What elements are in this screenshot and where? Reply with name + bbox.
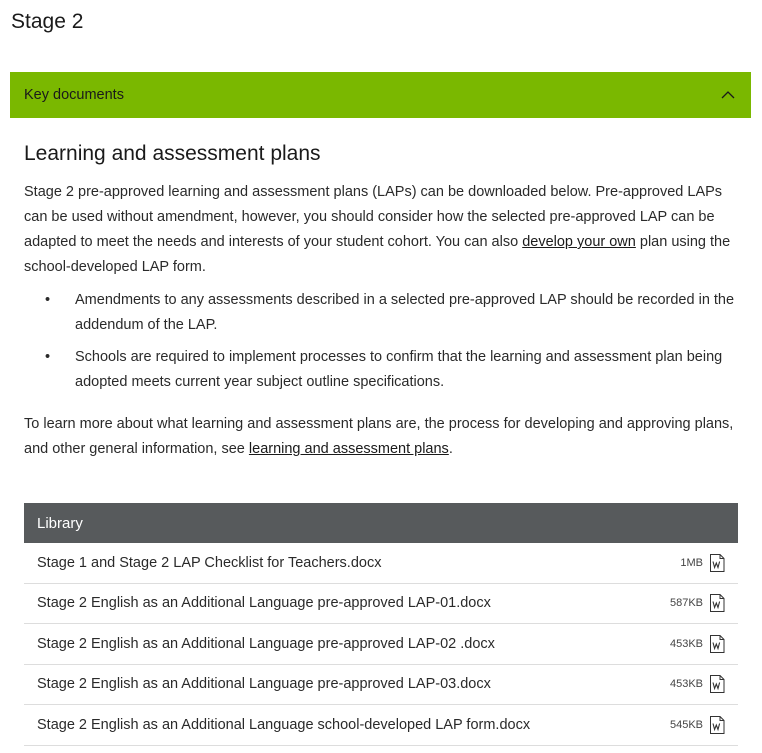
bullet-dot: •: [45, 292, 51, 308]
page-title: Stage 2: [11, 10, 84, 33]
file-meta: [670, 675, 725, 693]
file-name[interactable]: Stage 2 English as an Additional Language pre-approved LAP-02 .docx: [37, 635, 495, 652]
word-doc-icon[interactable]: [709, 594, 725, 612]
chevron-up-icon[interactable]: [719, 86, 737, 104]
section-heading: Learning and assessment plans: [24, 142, 321, 165]
library-header: Library: [24, 503, 738, 543]
list-item: [24, 288, 739, 338]
more-info-paragraph: [24, 412, 739, 462]
key-documents-accordion-toggle[interactable]: [10, 72, 751, 118]
list-item-text: Amendments to any assessments described in a selected pre-approved LAP should be recorded in the addendum of the LAP.: [75, 292, 735, 333]
bullet-list: [24, 288, 739, 395]
intro-paragraph: [24, 180, 739, 280]
file-meta: [670, 594, 725, 612]
file-row[interactable]: [24, 543, 738, 584]
file-name[interactable]: Stage 2 English as an Additional Language pre-approved LAP-03.docx: [37, 676, 491, 693]
file-row[interactable]: [24, 705, 738, 746]
develop-your-own-link[interactable]: develop your own: [522, 234, 636, 250]
file-meta: [670, 635, 725, 653]
more-text-start: To learn more about what learning and assessment plans are, the process for developing and approving plans, and other general information, see: [24, 416, 734, 457]
word-doc-icon[interactable]: [709, 635, 725, 653]
file-row[interactable]: [24, 665, 738, 706]
word-doc-icon[interactable]: [709, 716, 725, 734]
file-name[interactable]: Stage 1 and Stage 2 LAP Checklist for Teachers.docx: [37, 554, 382, 571]
accordion-content: [24, 142, 739, 462]
file-row[interactable]: [24, 584, 738, 625]
file-size: 453KB: [669, 637, 703, 650]
file-name[interactable]: Stage 2 English as an Additional Language school-developed LAP form.docx: [37, 716, 531, 733]
file-meta: [670, 716, 725, 734]
intro-text-start: Stage 2 pre-approved learning and assessment plans (LAPs) can be downloaded below. Pre-approved LAPs can be used without amendment, however, you should consider how the selected pre-approved LAP can be adapted to meet the needs and interests of your student cohort. You can also: [24, 184, 723, 250]
file-name[interactable]: Stage 2 English as an Additional Language pre-approved LAP-01.docx: [37, 595, 491, 612]
library-table: [24, 503, 738, 746]
file-meta: [680, 554, 725, 572]
accordion-label: Key documents: [24, 87, 124, 103]
more-text-end: .: [448, 441, 453, 457]
list-item: [24, 345, 739, 395]
file-size: 453KB: [669, 678, 703, 691]
word-doc-icon[interactable]: [709, 554, 725, 572]
file-row[interactable]: [24, 624, 738, 665]
learning-and-assessment-plans-link[interactable]: learning and assessment plans: [248, 441, 449, 457]
file-size: 1MB: [680, 556, 703, 569]
file-size: 587KB: [669, 597, 703, 610]
file-size: 545KB: [669, 718, 703, 731]
list-item-text: Schools are required to implement processes to confirm that the learning and assessment plan being adopted meets current year subject outline specifications.: [75, 349, 723, 390]
bullet-dot: •: [45, 349, 51, 365]
word-doc-icon[interactable]: [709, 675, 725, 693]
intro-text-end: plan using the school-developed LAP form.: [24, 234, 731, 275]
